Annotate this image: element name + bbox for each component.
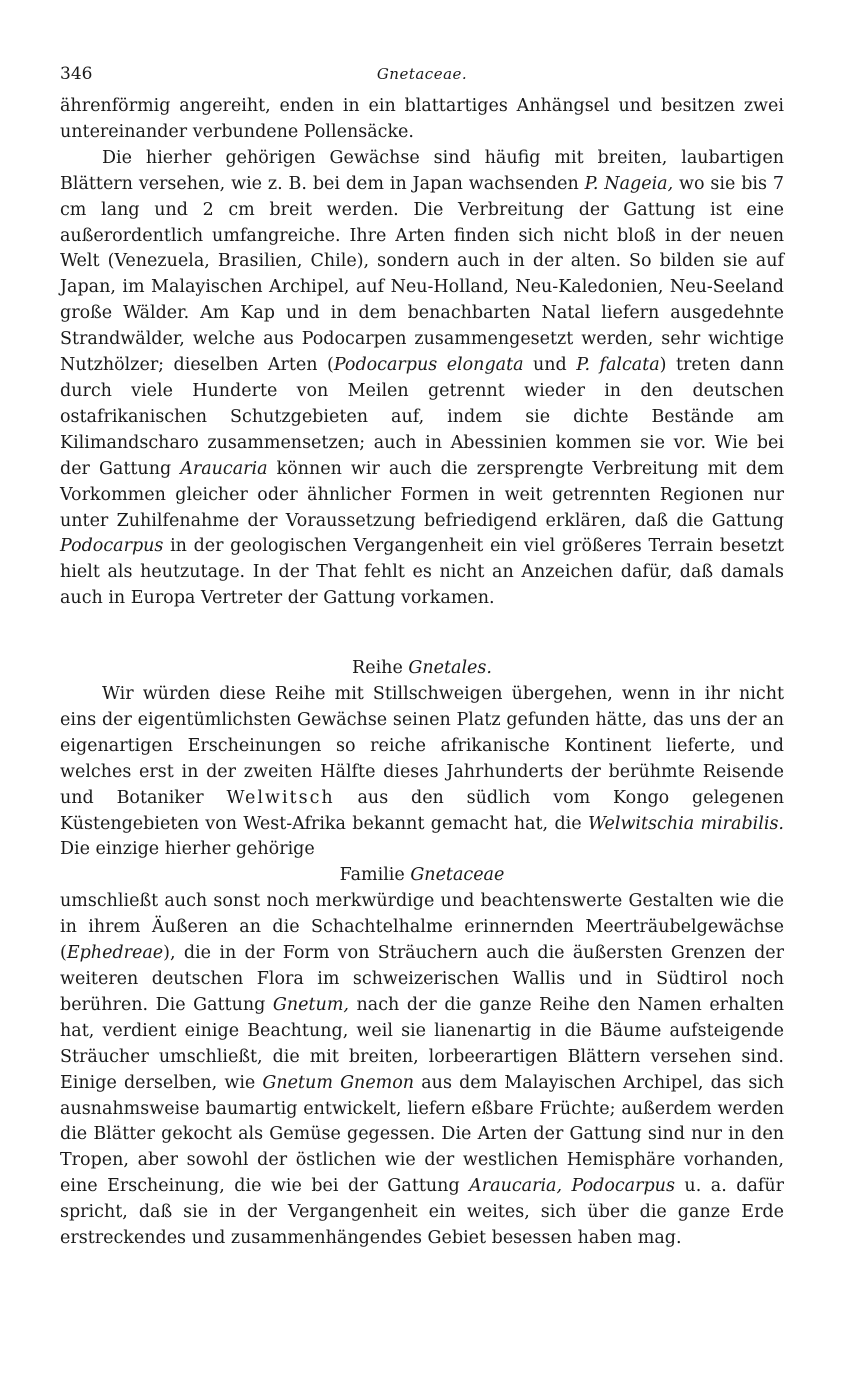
paragraph-gnetales-intro: Wir würden diese Reihe mit Stillschweigen übergehen, wenn in ihr nicht eins der eigentümlichsten Gewächse seinen Platz gefunden hätte, das uns der an eigenartigen Erscheinungen so reiche afrikanische Kontinent lieferte, und welches erst in der zweiten Hälfte dieses Jahrhunderts der berühmte Reisende und Botaniker Welwitsch aus den südlich vom Kongo gelegenen Küstengebieten von West-Afrika bekannt gemacht hat, die Welwitschia mirabilis. Die einzige hierher gehörige: [60, 684, 784, 860]
book-page: [60, 58, 784, 1252]
page-header: [60, 58, 784, 94]
paragraph-gnetaceae: umschließt auch sonst noch merkwürdige und beachtenswerte Gestalten wie die in ihrem Äußeren an die Schachtelhalme erinnernden Meerträubelgewächse (Ephedreae), die in der Form von Sträuchern auch die äußersten Grenzen der weiteren deutschen Flora im schweizerischen Wallis und in Südtirol noch berühren. Die Gattung Gnetum, nach der die ganze Reihe den Namen erhalten hat, verdient einige Beachtung, weil sie lianenartig in die Bäume aufsteigende Sträucher umschließt, die mit breiten, lorbeerartigen Blättern versehen sind. Einige derselben, wie Gnetum Gnemon aus dem Malayischen Archipel, das sich ausnahmsweise baumartig entwickelt, liefern eßbare Früchte; außerdem werden die Blätter gekocht als Gemüse gegessen. Die Arten der Gattung sind nur in den Tropen, aber sowohl der östlichen wie der westlichen Hemisphäre vorhanden, eine Erscheinung, die wie bei der Gattung Araucaria, Podocarpus u. a. dafür spricht, daß sie in der Vergangenheit ein weites, sich über die ganze Erde erstreckendes und zusammenhängendes Gebiet besessen haben mag.: [60, 891, 785, 1249]
running-title: Gnetaceae.: [376, 65, 468, 83]
paragraph-continuation: ährenförmig angereiht, enden in ein blattartiges Anhängsel und besitzen zwei untereinander verbundene Pollensäcke.: [60, 96, 784, 142]
family-heading: Familie Gnetaceae: [339, 865, 505, 886]
paragraph-podocarpus-distribution: Die hierher gehörigen Gewächse sind häufig mit breiten, laubartigen Blättern versehen, wie z. B. bei dem in Japan wachsenden P. Nageia, wo sie bis 7 cm lang und 2 cm breit werden. Die Verbreitung der Gattung ist eine außerordentlich umfangreiche. Ihre Arten finden sich nicht bloß in der neuen Welt (Venezuela, Brasilien, Chile), sondern auch in der alten. So bilden sie auf Japan, im Malayischen Archipel, auf Neu-Holland, Neu-Kaledonien, Neu-Seeland große Wälder. Am Kap und in dem benachbarten Natal liefern ausgedehnte Strandwälder, welche aus Podocarpen zusammengesetzt werden, sehr wichtige Nutzhölzer; dieselben Arten (Podocarpus elongata und P. falcata) treten dann durch viele Hunderte von Meilen getrennt wieder in den deutschen ostafrikanischen Schutzgebieten auf, indem sie dichte Bestände am Kilimandscharo zusammensetzen; auch in Abessinien kommen sie vor. Wie bei der Gattung Araucaria können wir auch die zersprengte Verbreitung mit dem Vorkommen gleicher oder ähnlicher Formen in weit getrennten Regionen nur unter Zuhilfenahme der Voraussetzung befriedigend erklären, daß die Gattung Podocarpus in der geologischen Vergangenheit ein viel größeres Terrain besetzt hielt als heutzutage. In der That fehlt es nicht an Anzeichen dafür, daß damals auch in Europa Vertreter der Gattung vorkamen.: [60, 147, 784, 609]
page-number: 346: [60, 64, 93, 84]
section-heading: Reihe Gnetales.: [352, 658, 492, 679]
spaced-name: Welwitsch: [226, 787, 335, 808]
